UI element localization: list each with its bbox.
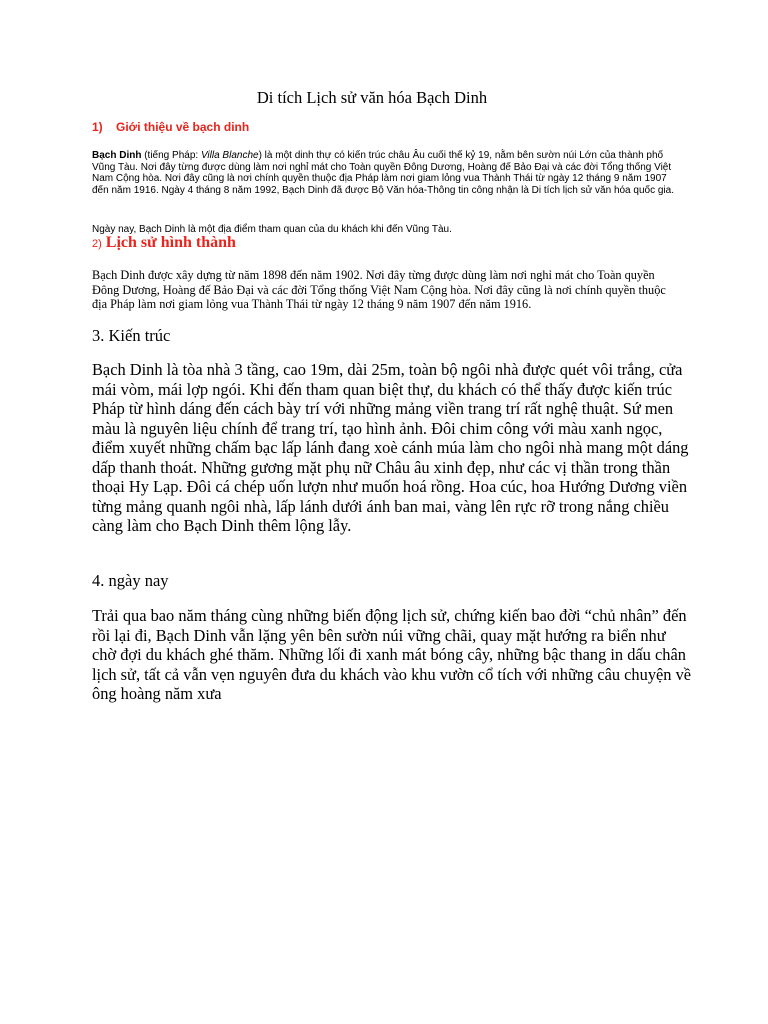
section2-paragraph: Bạch Dinh được xây dựng từ năm 1898 đến năm 1902. Nơi đây từng được dùng làm nơi nghỉ mát cho Toàn quyền Đông Dương, Hoàng đế Bảo Đại và các đời Tổng thống Việt Nam Cộng hòa. Nơi đây cũng là nơi chính quyền thuộc địa Pháp làm nơi giam lỏng vua Thành Thái từ ngày 12 tháng 9 năm 1907 đến năm 1916.	[92, 268, 666, 312]
villa-blanche-italic: Villa Blanche	[200, 150, 259, 161]
section2-number: 2)	[92, 238, 102, 250]
bach-dinh-bold: Bạch Dinh	[92, 150, 142, 161]
section2-heading	[92, 234, 236, 252]
section1-paragraph-2: Ngày nay, Bạch Dinh là một địa điểm tham quan của du khách khi đến Vũng Tàu.	[92, 224, 452, 235]
section1-heading	[92, 120, 249, 134]
para1-text-b: ) là một dinh thự có kiến trúc châu Âu cuối thế kỷ 19, nằm bên sườn núi Lớn của thành phố Vũng Tàu. Nơi đây từng được dùng làm nơi nghỉ mát cho Toàn quyền Đông Dương, Hoàng đế Bảo Đại và các đời Tổng thống Việt Nam Cộng hòa. Nơi đây cũng là nơi chính quyền thuộc địa Pháp làm nơi giam lỏng vua Thành Thái từ ngày 12 tháng 9 năm 1907 đến năm 1916. Ngày 4 tháng 8 năm 1992, Bạch Dinh đã được Bộ Văn hóa-Thông tin công nhận là Di tích lịch sử văn hóa quốc gia.	[92, 150, 674, 196]
section1-number: 1)	[92, 120, 103, 134]
section2-heading-text: Lịch sử hình thành	[105, 234, 236, 251]
section4-heading: 4. ngày nay	[92, 571, 169, 590]
section1-paragraph	[92, 150, 682, 196]
section4-paragraph: Trải qua bao năm tháng cùng những biến động lịch sử, chứng kiến bao đời “chủ nhân” đến rồi lại đi, Bạch Dinh vẫn lặng yên bên sườn núi vững chãi, quay mặt hướng ra biển như chờ đợi du khách ghé thăm. Những lối đi xanh mát bóng cây, những bậc thang in dấu chân lịch sử, tất cả vẫn vẹn nguyên đưa du khách vào khu vườn cổ tích với những câu chuyện về ông hoàng năm xưa	[92, 606, 692, 703]
document-title: Di tích Lịch sử văn hóa Bạch Dinh	[256, 88, 488, 107]
section3-paragraph: Bạch Dinh là tòa nhà 3 tầng, cao 19m, dài 25m, toàn bộ ngôi nhà được quét vôi trắng, cửa mái vòm, mái lợp ngói. Khi đến tham quan biệt thự, du khách có thể thấy được kiến trúc Pháp từ hình dáng đến cách bày trí với những mảng viền trang trí rất nghệ thuật. Sứ men màu là nguyên liệu chính để trang trí, tạo hình ảnh. Đôi chim công với màu xanh ngọc, điểm xuyết những chấm bạc lấp lánh đang xoè cánh múa làm cho ngôi nhà mang một dáng dấp thanh thoát. Những gương mặt phụ nữ Châu âu xinh đẹp, như các vị thần trong thần thoại Hy Lạp. Đôi cá chép uốn lượn như muốn hoá rồng. Hoa cúc, hoa Hướng Dương viền từng mảng quanh ngôi nhà, lấp lánh dưới ánh ban mai, vàng lên rực rỡ trong nắng chiều càng làm cho Bạch Dinh thêm lộng lẫy.	[92, 360, 689, 535]
para1-text-a: (tiếng Pháp:	[141, 150, 201, 161]
section1-heading-text: Giới thiệu về bạch dinh	[116, 120, 250, 134]
section3-heading: 3. Kiến trúc	[92, 326, 171, 345]
